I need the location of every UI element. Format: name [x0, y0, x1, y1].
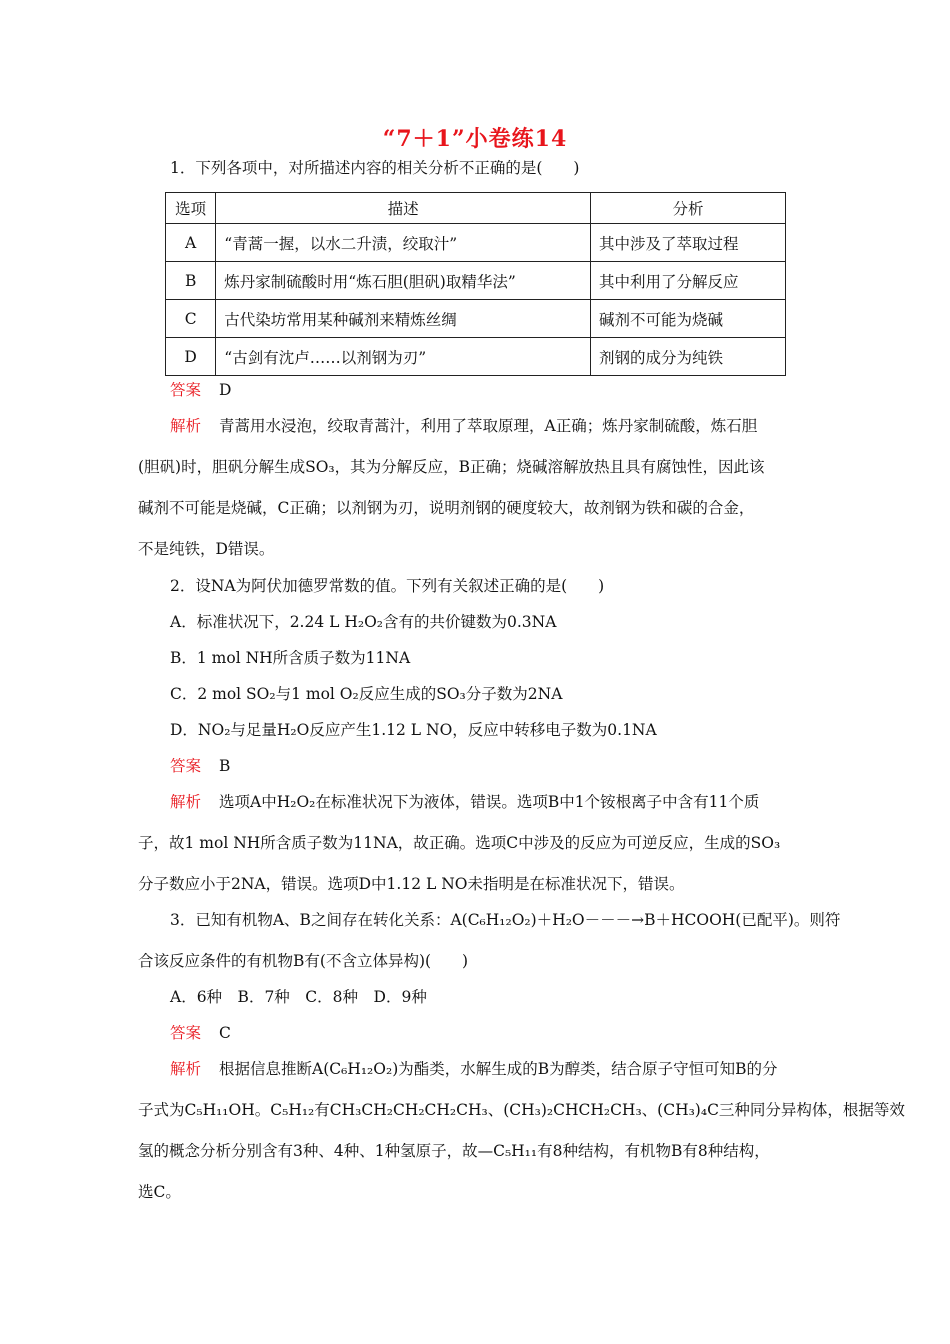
- q1-analysis-line: 不是纯铁，D错误。: [138, 540, 275, 558]
- answer-value: B: [219, 757, 231, 775]
- page-title: “7＋1”小卷练14: [382, 126, 568, 152]
- table-row: [166, 224, 786, 262]
- table-cell: A: [166, 224, 216, 262]
- table-cell: 其中利用了分解反应: [590, 262, 785, 300]
- analysis-label: 解析: [170, 793, 202, 811]
- table-header-cell: 描述: [216, 193, 591, 224]
- q2-analysis-line: 子，故1 mol NH所含质子数为11NA，故正确。选项C中涉及的反应为可逆反应，生成的SO₃: [138, 834, 781, 852]
- q2-option-b: B．1 mol NH所含质子数为11NA: [170, 649, 411, 667]
- q3-answer: [170, 1023, 824, 1043]
- table-cell: “古剑有沈卢……以剂钢为刃”: [216, 338, 591, 376]
- q2-option-a: A．标准状况下，2.24 L H₂O₂含有的共价键数为0.3NA: [170, 613, 557, 631]
- q2-stem: 2．设NA为阿伏加德罗常数的值。下列有关叙述正确的是( ): [170, 577, 605, 595]
- q2-answer: [170, 756, 824, 776]
- q3-analysis-line: 氢的概念分析分别含有3种、4种、1种氢原子，故—C₅H₁₁有8种结构，有机物B有8种结构，: [138, 1142, 770, 1160]
- analysis-label: 解析: [170, 417, 202, 435]
- table-cell: 剂钢的成分为纯铁: [590, 338, 785, 376]
- table-cell: 炼丹家制硫酸时用“炼石胆(胆矾)取精华法”: [216, 262, 591, 300]
- q2-option-d: D．NO₂与足量H₂O反应产生1.12 L NO，反应中转移电子数为0.1NA: [170, 721, 657, 739]
- table-cell: C: [166, 300, 216, 338]
- q3-stem-line: 3．已知有机物A、B之间存在转化关系：A(C₆H₁₂O₂)＋H₂O－－－→B＋HCOOH(已配平)。则符: [170, 911, 841, 929]
- q1-table: [165, 192, 786, 376]
- answer-value: D: [219, 381, 232, 399]
- q3-analysis-line: [170, 1059, 824, 1079]
- table-header-cell: 分析: [590, 193, 785, 224]
- q3-analysis-line: 子式为C₅H₁₁OH。C₅H₁₂有CH₃CH₂CH₂CH₂CH₃、(CH₃)₂CHCH₂CH₃、(CH₃)₄C三种同分异构体，根据等效: [138, 1101, 905, 1119]
- table-row: [166, 338, 786, 376]
- q3-stem-line: 合该反应条件的有机物B有(不含立体异构)( ): [138, 952, 469, 970]
- table-cell: “青蒿一握，以水二升渍，绞取汁”: [216, 224, 591, 262]
- table-cell: 其中涉及了萃取过程: [590, 224, 785, 262]
- q3-options: A．6种 B．7种 C．8种 D．9种: [170, 988, 427, 1006]
- q1-stem: 1．下列各项中，对所描述内容的相关分析不正确的是( ): [170, 159, 580, 177]
- q3-analysis-line: 选C。: [138, 1183, 181, 1201]
- table-header-row: [166, 193, 786, 224]
- answer-label: 答案: [170, 1024, 202, 1042]
- q1-analysis-line: 碱剂不可能是烧碱，C正确；以剂钢为刃，说明剂钢的硬度较大，故剂钢为铁和碳的合金，: [138, 499, 755, 517]
- analysis-label: 解析: [170, 1060, 202, 1078]
- q1-answer: [170, 380, 824, 400]
- answer-label: 答案: [170, 381, 202, 399]
- table-cell: 古代染坊常用某种碱剂来精炼丝绸: [216, 300, 591, 338]
- table-cell: D: [166, 338, 216, 376]
- analysis-text: 根据信息推断A(C₆H₁₂O₂)为酯类，水解生成的B为醇类，结合原子守恒可知B的分: [219, 1060, 778, 1078]
- q2-option-c: C．2 mol SO₂与1 mol O₂反应生成的SO₃分子数为2NA: [170, 685, 563, 703]
- table-row: [166, 262, 786, 300]
- table-header-cell: 选项: [166, 193, 216, 224]
- q2-analysis-line: 分子数应小于2NA，错误。选项D中1.12 L NO未指明是在标准状况下，错误。: [138, 875, 685, 893]
- q1-analysis-line: [170, 416, 824, 436]
- analysis-text: 青蒿用水浸泡，绞取青蒿汁，利用了萃取原理，A正确；炼丹家制硫酸，炼石胆: [219, 417, 758, 435]
- analysis-text: 选项A中H₂O₂在标准状况下为液体，错误。选项B中1个铵根离子中含有11个质: [219, 793, 760, 811]
- answer-label: 答案: [170, 757, 202, 775]
- q2-analysis-line: [170, 792, 824, 812]
- table-row: [166, 300, 786, 338]
- table-cell: 碱剂不可能为烧碱: [590, 300, 785, 338]
- table-cell: B: [166, 262, 216, 300]
- q1-analysis-line: (胆矾)时，胆矾分解生成SO₃，其为分解反应，B正确；烧碱溶解放热且具有腐蚀性，因此该: [138, 458, 765, 476]
- answer-value: C: [219, 1024, 231, 1042]
